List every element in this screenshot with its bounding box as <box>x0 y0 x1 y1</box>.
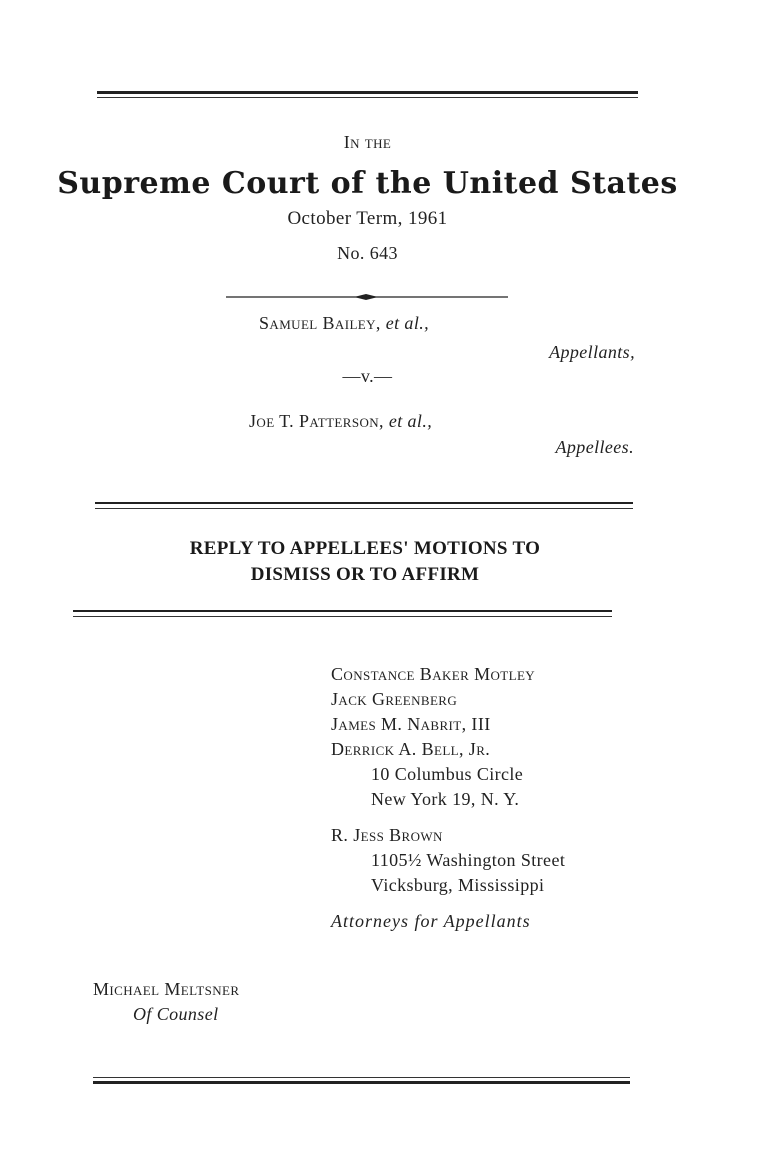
term: October Term, 1961 <box>287 208 448 229</box>
appellant-role: Appellants, <box>549 342 635 362</box>
appellant-etal: et al., <box>385 313 430 333</box>
in-the-heading: In the <box>343 132 392 152</box>
attorney-2: Jack Greenberg <box>331 689 458 709</box>
appellee-line <box>249 411 432 432</box>
appellee-etal: et al., <box>388 411 433 431</box>
middle-rule-top <box>95 502 633 504</box>
title-line-2: DISMISS OR TO AFFIRM <box>250 564 480 585</box>
lower-rule-bottom <box>73 616 612 617</box>
appellee-name: Joe T. Patterson, <box>249 411 384 431</box>
ornamental-rule <box>226 290 508 304</box>
attorney-4: Derrick A. Bell, Jr. <box>331 739 491 759</box>
case-number: No. 643 <box>337 243 398 263</box>
address-2-line-1: 1105½ Washington Street <box>371 850 566 870</box>
top-rule-thin <box>97 97 638 98</box>
court-name: Supreme Court of the United States <box>57 166 678 201</box>
bottom-rule-top <box>93 1077 630 1078</box>
address-1-line-2: New York 19, N. Y. <box>371 789 520 809</box>
appellant-name: Samuel Bailey, <box>259 313 381 333</box>
of-counsel-name: Michael Meltsner <box>93 979 240 999</box>
address-1-line-1: 10 Columbus Circle <box>371 764 524 784</box>
attorney-3: James M. Nabrit, III <box>331 714 491 734</box>
bottom-rule-bottom <box>93 1081 630 1084</box>
attorney-1: Constance Baker Motley <box>331 664 536 684</box>
versus: —v.— <box>342 366 393 386</box>
middle-rule-bottom <box>95 508 633 509</box>
second-attorney: R. Jess Brown <box>331 825 443 845</box>
address-2-line-2: Vicksburg, Mississippi <box>371 875 545 895</box>
appellee-role: Appellees. <box>555 437 634 457</box>
of-counsel-role: Of Counsel <box>133 1004 219 1024</box>
top-rule-thick <box>97 91 638 94</box>
title-line-1: REPLY TO APPELLEES' MOTIONS TO <box>189 538 541 559</box>
appellant-line <box>259 313 429 334</box>
lower-rule-top <box>73 610 612 612</box>
attorneys-role: Attorneys for Appellants <box>331 911 531 931</box>
